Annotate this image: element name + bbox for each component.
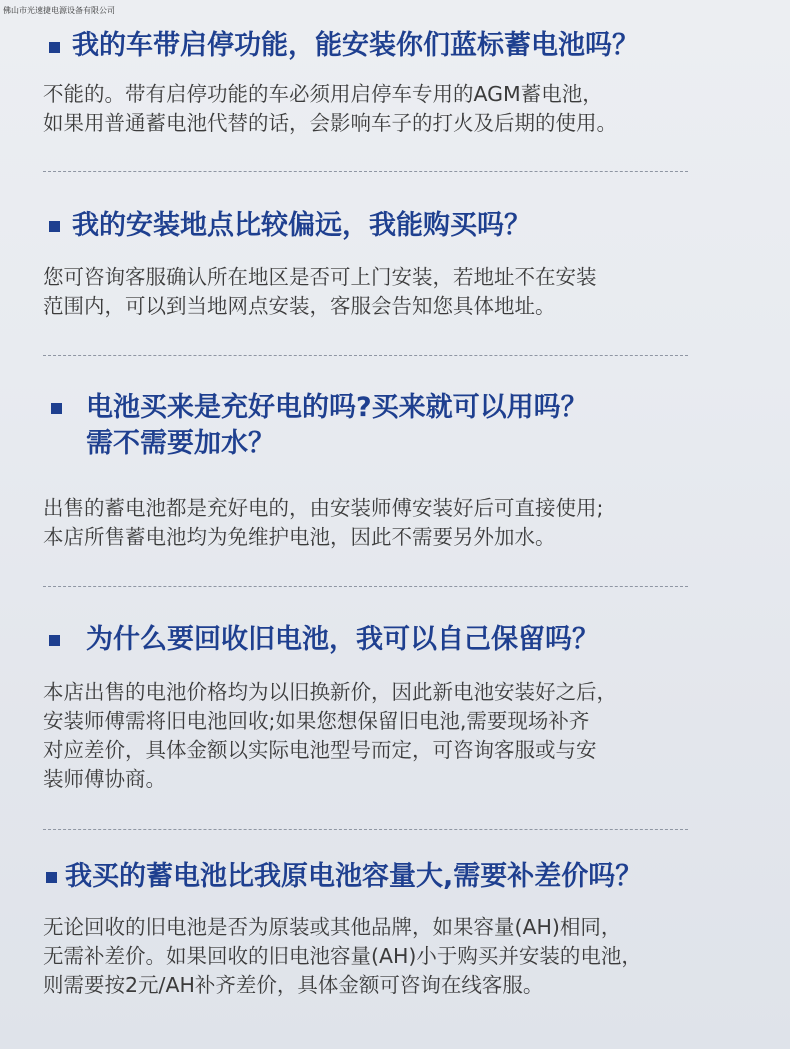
faq-question-line-2: 需不需要加水？ xyxy=(86,428,275,459)
answer-line: 无论回收的旧电池是否为原装或其他品牌，如果容量(AH)相同， xyxy=(43,915,622,939)
faq-question: 为什么要回收旧电池，我可以自己保留吗？ xyxy=(86,624,599,655)
dashed-divider xyxy=(43,355,688,356)
answer-line: 对应差价，具体金额以实际电池型号而定，可咨询客服或与安 xyxy=(43,738,597,762)
answer-line: 如果用普通蓄电池代替的话，会影响车子的打火及后期的使用。 xyxy=(43,111,617,135)
faq-answer xyxy=(43,80,617,138)
company-name: 佛山市光速捷电源设备有限公司 xyxy=(3,6,115,15)
dashed-divider xyxy=(43,586,688,587)
faq-answer xyxy=(43,678,617,794)
faq-question: 我的车带启停功能，能安装你们蓝标蓄电池吗？ xyxy=(72,30,639,61)
answer-line: 无需补差价。如果回收的旧电池容量(AH)小于购买并安装的电池， xyxy=(43,944,642,968)
answer-line: 您可咨询客服确认所在地区是否可上门安装，若地址不在安装 xyxy=(43,265,597,289)
answer-line: 安装师傅需将旧电池回收;如果您想保留旧电池,需要现场补齐 xyxy=(43,709,590,733)
faq-question: 我的安装地点比较偏远，我能购买吗？ xyxy=(72,210,531,241)
answer-line: 则需要按2元/AH补齐差价，具体金额可咨询在线客服。 xyxy=(43,973,544,997)
square-bullet-icon xyxy=(46,872,57,883)
faq-answer xyxy=(43,263,597,321)
answer-line: 本店出售的电池价格均为以旧换新价，因此新电池安装好之后， xyxy=(43,680,617,704)
answer-line: 装师傅协商。 xyxy=(43,767,166,791)
square-bullet-icon xyxy=(51,403,62,414)
dashed-divider xyxy=(43,829,688,830)
faq-answer xyxy=(43,494,603,552)
answer-line: 出售的蓄电池都是充好电的，由安装师傅安装好后可直接使用; xyxy=(43,496,604,520)
answer-line: 范围内，可以到当地网点安装，客服会告知您具体地址。 xyxy=(43,294,556,318)
answer-line: 本店所售蓄电池均为免维护电池，因此不需要另外加水。 xyxy=(43,525,556,549)
faq-question: 电池买来是充好电的吗?买来就可以用吗？ xyxy=(86,392,588,423)
square-bullet-icon xyxy=(49,221,60,232)
answer-line: 不能的。带有启停功能的车必须用启停车专用的AGM蓄电池， xyxy=(43,82,603,106)
square-bullet-icon xyxy=(49,42,60,53)
dashed-divider xyxy=(43,171,688,172)
faq-answer xyxy=(43,913,642,1000)
square-bullet-icon xyxy=(49,635,60,646)
faq-question: 我买的蓄电池比我原电池容量大,需要补差价吗？ xyxy=(65,861,643,892)
